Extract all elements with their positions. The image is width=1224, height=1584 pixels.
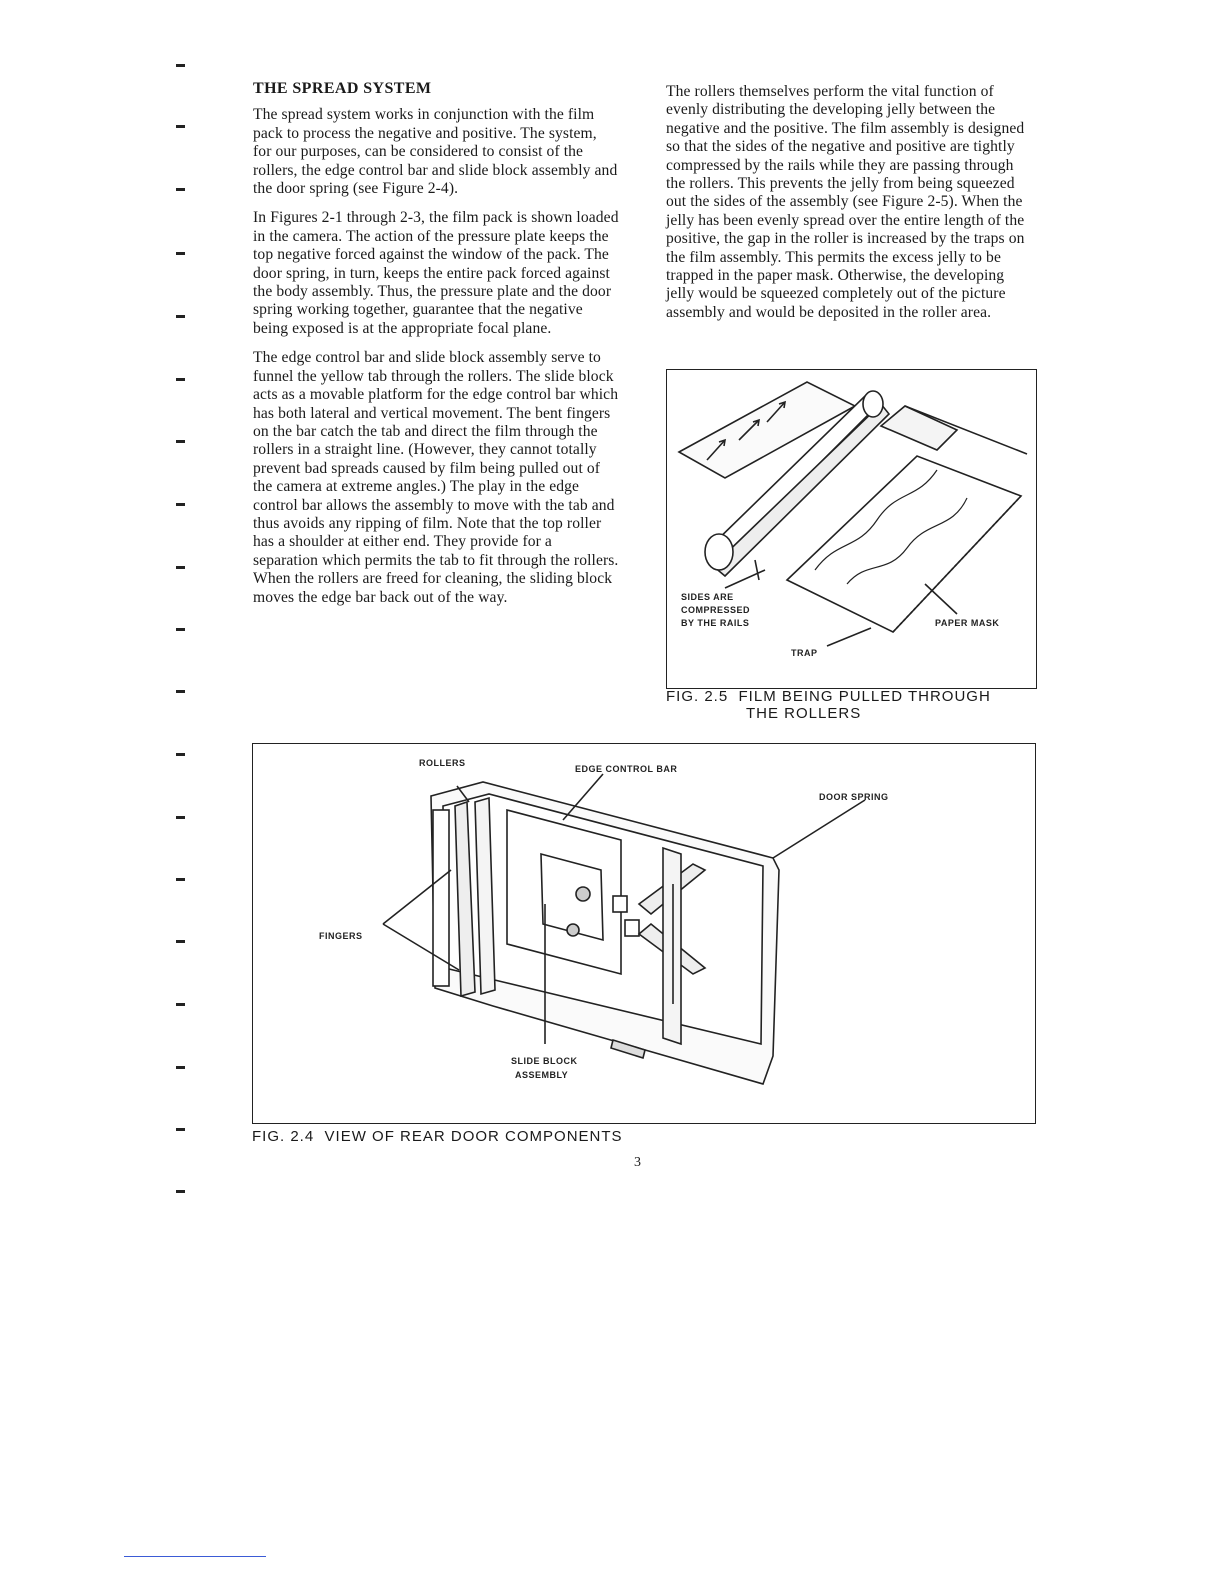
caption-line: FIG. 2.5 FILM BEING PULLED THROUGH xyxy=(666,688,991,705)
label-door-spring: DOOR SPRING xyxy=(819,792,889,802)
figure-2-4-caption: FIG. 2.4 VIEW OF REAR DOOR COMPONENTS xyxy=(252,1128,623,1145)
label-sides-are: SIDES ARE xyxy=(681,592,734,602)
film-rollers-illustration xyxy=(667,370,1036,688)
label-slide-block: SLIDE BLOCK xyxy=(511,1056,578,1066)
footnote-rule xyxy=(124,1556,266,1557)
label-edge-control-bar: EDGE CONTROL BAR xyxy=(575,764,678,774)
section-heading: THE SPREAD SYSTEM xyxy=(253,80,432,97)
figure-2-4 xyxy=(252,743,1036,1124)
caption-line: THE ROLLERS xyxy=(746,705,862,722)
paragraph: The rollers themselves perform the vital function of evenly distributing the developing jelly between the negative and the positive. The film assembly is designed so that the sides of the negative and positive are tightly compressed by the rails while they are passing through the rollers. This prevents the jelly from being squeezed out the sides of the assembly (see Figure 2-5). When the jelly has been evenly spread over the entire length of the positive, the gap in the roller is increased by the traps on the film assembly. This permits the excess jelly to be trapped in the paper mask. Otherwise, the developing jelly would be squeezed completely out of the picture assembly and would be deposited in the roller area. xyxy=(666,83,1025,321)
figure-2-5 xyxy=(666,369,1037,689)
left-text-column xyxy=(253,80,619,618)
page-number: 3 xyxy=(634,1155,641,1170)
figure-2-5-caption xyxy=(666,688,991,722)
label-compressed: COMPRESSED xyxy=(681,605,751,615)
paragraph: In Figures 2-1 through 2-3, the film pack is shown loaded in the camera. The action of the pressure plate keeps the top negative forced against the window of the pack. The door spring, in turn, keeps the entire pack forced against the body assembly. Thus, the pressure plate and the door spring working together, guarantee that the negative being exposed is at the appropriate focal plane. xyxy=(253,209,619,337)
paragraph: The edge control bar and slide block assembly serve to funnel the yellow tab through the rollers. The slide block acts as a movable platform for the edge control bar which has both lateral and vertical movement. The bent fingers on the bar catch the tab and direct the film through the rollers in a straight line. (However, they cannot totally prevent bad spreads caused by film being pulled out of the camera at extreme angles.) The play in the edge control bar allows the assembly to move with the tab and thus avoids any ripping of film. Note that the top roller has a shoulder at either end. They provide for a separation which permits the tab to fit through the rollers. When the rollers are freed for cleaning, the sliding block moves the edge bar back out of the way. xyxy=(253,349,619,606)
paragraph: The spread system works in conjunction with the film pack to process the negative and positive. The system, for our purposes, can be considered to consist of the rollers, the edge control bar and slide block assembly and the door spring (see Figure 2-4). xyxy=(253,106,618,198)
right-text-column xyxy=(666,83,1026,333)
label-rollers: ROLLERS xyxy=(419,758,466,768)
label-paper-mask: PAPER MASK xyxy=(935,618,1000,628)
rear-door-illustration xyxy=(253,744,1035,1123)
label-assembly: ASSEMBLY xyxy=(515,1070,569,1080)
label-by-the-rails: BY THE RAILS xyxy=(681,618,750,628)
label-trap: TRAP xyxy=(791,648,818,658)
label-fingers: FINGERS xyxy=(319,931,363,941)
